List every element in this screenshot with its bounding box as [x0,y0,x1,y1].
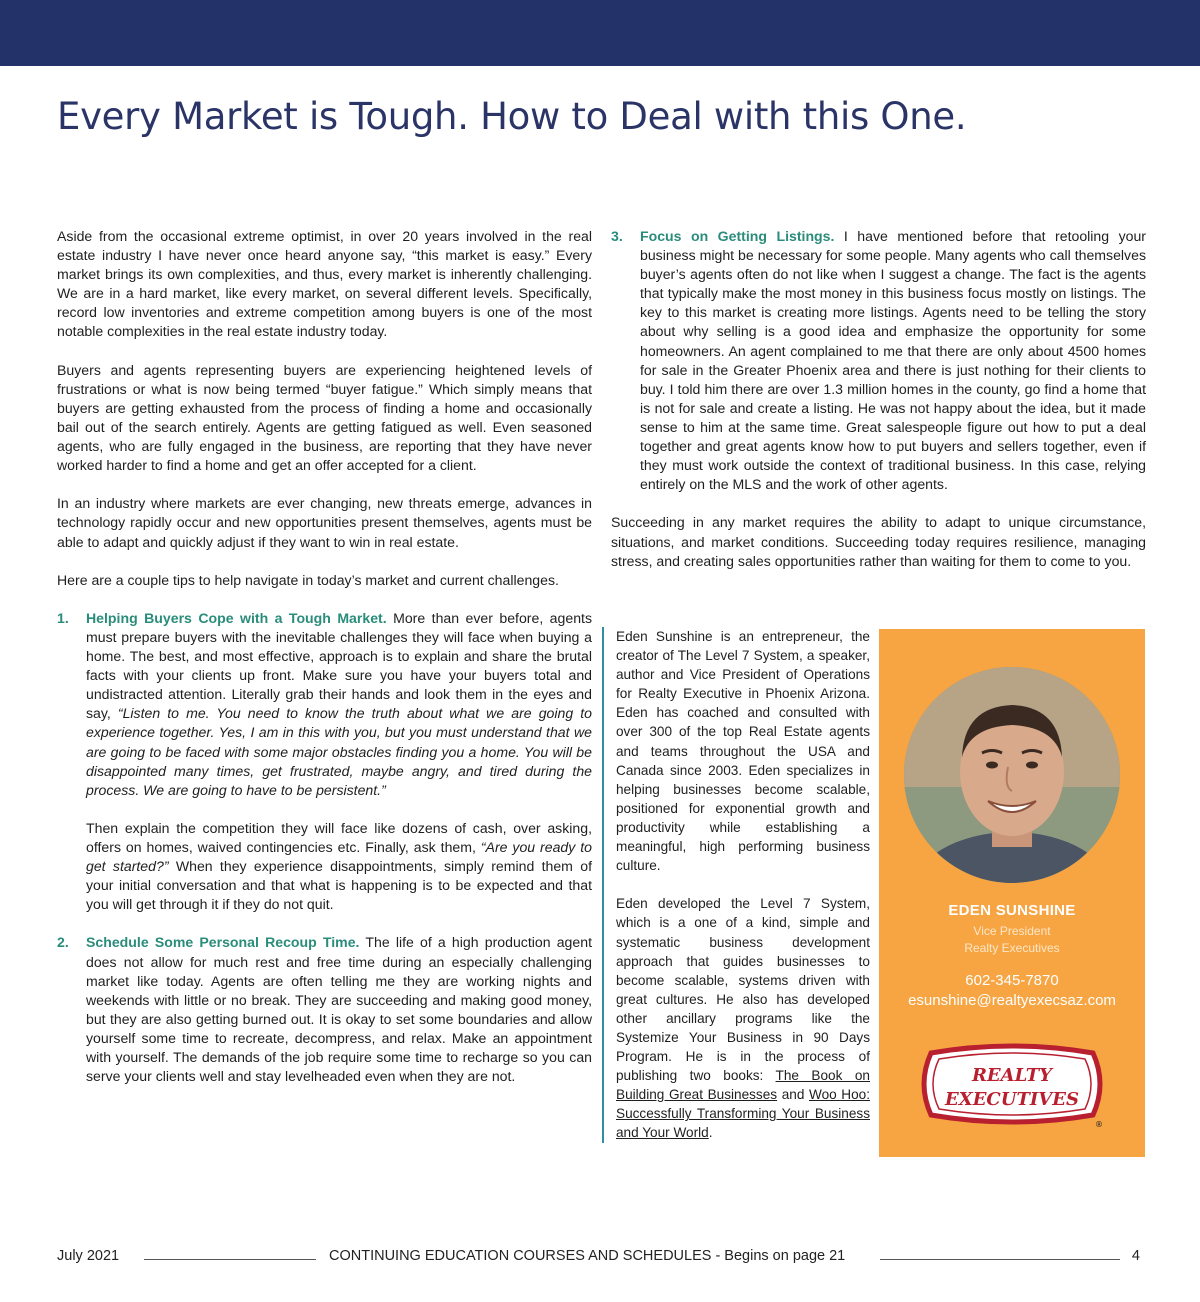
tip-number: 1. [57,609,69,626]
portrait-image [904,667,1120,883]
intro-paragraph: Aside from the occasional extreme optimist, in over 20 years involved in the real estate industry I have never once heard anyone say, “this market is easy.” Every market brings its own complexities, and thus, every market is inherently challenging. We are in a hard market, like every market, on several different levels. Specifically, record low inventories and extreme competition among buyers is one of the most notable complexities in the real estate industry today. [57,228,592,340]
tip-heading: Focus on Getting Listings. [640,228,835,244]
footer-date: July 2021 [57,1248,120,1264]
bio-end: . [708,1125,713,1141]
page-title: Every Market is Tough. How to Deal with this One. [57,95,967,138]
closing-paragraph: Succeeding in any market requires the ability to adapt to unique circumstance, situations, and market conditions. Succeeding today requires resilience, managing stress, and creating sales opportunities rather than waiting for them to come to you. [611,514,1146,569]
tip-2 [57,933,592,1086]
tip-text: Then explain the competition they will face like dozens of cash, over asking, offers on homes, waived contingencies etc. Finally, ask them, [86,819,592,855]
adapt-paragraph: In an industry where markets are ever changing, new threats emerge, advances in technology rapidly occur and new opportunities present themselves, agents must be able to adapt and quickly adjust if they want to win in real estate. [57,495,592,550]
logo-text-line2: EXECUTIVES [945,1089,1079,1110]
tip-text: I have mentioned before that retooling your business might be necessary for some people. Many agents who call themselves buyer’s agents often do not like when I suggest a change. The fact is the agents that typically make the most money in this business focus mostly on listings. The key to this market is creating more listings. Agents need to be telling the story about why selling is a good idea and emphasize the opportunity for some homeowners. An agent complained to me that there are only about 4500 homes for sale in the Greater Phoenix area and there is just nothing for their clients to buy. I told him there are over 1.3 million homes in the county, go find a home that is not for sale and create a listing. He was not happy about the idea, but it made sense to him at the same time. Great salespeople figure out how to put a deal together and great agents know how to put buyers and sellers together, even if they must work outside the context of traditional business. In this case, relying entirely on the MLS and the work of other agents. [640,228,1147,493]
footer-divider [144,1259,316,1260]
footer-divider [880,1259,1120,1260]
tip-number: 2. [57,934,69,951]
tip-heading: Helping Buyers Cope with a Tough Market. [86,609,387,626]
author-bio [602,627,870,1143]
footer-section-link[interactable]: CONTINUING EDUCATION COURSES AND SCHEDULES - Begins on page 21 [329,1248,846,1264]
tip-heading: Schedule Some Personal Recoup Time. [86,934,360,951]
tip-3 [611,227,1146,494]
author-card [879,629,1145,1157]
author-photo [904,667,1120,883]
left-column [57,227,592,1086]
tip-text: More than ever before, agents must prepare buyers with the inevitable challenges they will face when buying a home. The best, and most effective, approach is to explain and share the brutal facts with your clients up front. Make sure you have your buyers total and undistracted attention. Literally grab their hands and look them in the eyes and say, [86,609,592,722]
tip-text: When they experience disappointments, simply remind them of your initial conversation and that what is happening is to be expected and that you will get through it if they do not quit. [86,858,592,913]
realty-executives-logo [917,1039,1107,1129]
tip-text: The life of a high production agent does not allow for much rest and free time during an especially challenging market like today. Agents are often telling me they are working nights and weekends with little or no break. They are succeeding and making good money, but they are also getting burned out. It is okay to set some boundaries and allow yourself some time to recreate, decompress, and relax. Make an appointment with yourself. The demands of the job require some time to recharge so you can serve your clients well and stay levelheaded even when they are not. [86,934,592,1085]
logo-text-line1: REALTY [971,1065,1053,1086]
bio-paragraph: Eden developed the Level 7 System, which is a one of a kind, simple and systematic business development approach that guides businesses to become scalable, systems driven with great cultures. He also has developed other ancillary programs like the Systemize Your Business in 90 Days Program. He is in the process of publishing two books: [616,896,870,1084]
tips-intro-paragraph: Here are a couple tips to help navigate in today’s market and current challenges. [57,571,559,588]
tip-1 [57,609,592,915]
author-name: EDEN SUNSHINE [948,902,1076,919]
bio-conjunction: and [777,1087,809,1103]
author-title: Vice President [973,924,1051,938]
tip-number: 3. [611,228,623,244]
author-company: Realty Executives [964,941,1060,955]
registered-mark: ® [1095,1120,1103,1129]
page-number: 4 [1131,1248,1140,1264]
tip-quote: “Are you ready to get started?” [86,839,592,875]
book-title-link[interactable]: Woo Hoo: Successfully Transforming Your Business and Your World [616,1087,871,1141]
header-band [0,0,1200,66]
tip-quote: “Listen to me. You need to know the truth about what we are going to experience together. Yes, I am in this with you, but you must understand that we are going to be faced with some major obstacles finding you a home. You will be disappointed many times, get frustrated, maybe angry, and tired during the process. We are going to have to be persistent.” [86,705,593,798]
author-email[interactable]: esunshine@realtyexecsaz.com [908,992,1116,1009]
page-footer [57,1248,1140,1270]
author-phone[interactable]: 602-345-7870 [965,972,1059,989]
bio-paragraph: Eden Sunshine is an entrepreneur, the creator of The Level 7 System, a speaker, author and Vice President of Operations for Realty Executive in Phoenix Arizona. Eden has coached and consulted with over 300 of the top Real Estate agents and teams throughout the USA and Canada since 2003. Eden specializes in helping businesses become scalable, positioned for exponential growth and productivity while establishing a meaningful, high performing business culture. [616,629,870,874]
buyer-fatigue-paragraph: Buyers and agents representing buyers are experiencing heightened levels of frustrations or what is now being termed “buyer fatigue.” Which simply means that buyers are getting exhausted from the process of finding a home and occasionally bail out of the search entirely. Agents are getting fatigued as well. Even seasoned agents, who are fully engaged in the business, are reporting that they have never worked harder to find a home and get an offer accepted for a client. [57,361,592,474]
right-column [611,227,1146,571]
book-title-link[interactable]: The Book on Building Great Businesses [616,1068,870,1103]
